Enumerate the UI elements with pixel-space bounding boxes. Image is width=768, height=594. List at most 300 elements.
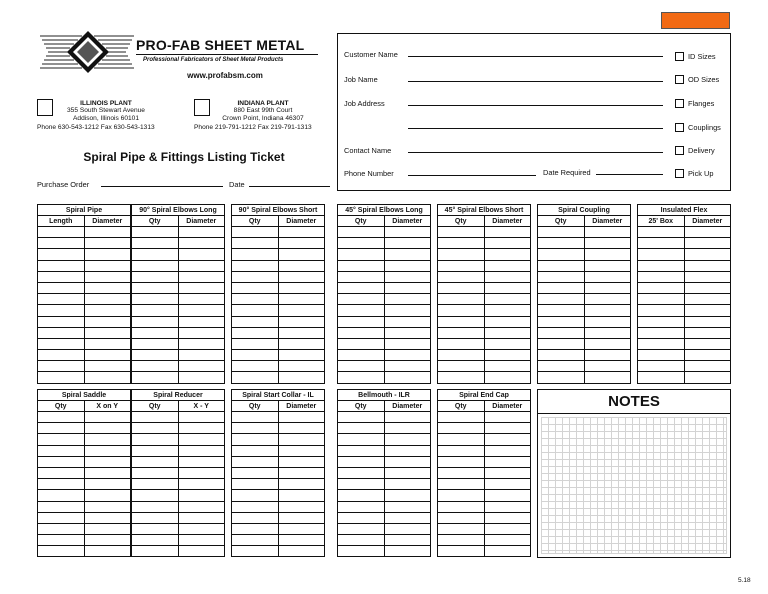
job-address-field-line2[interactable] — [408, 128, 663, 129]
table-cell[interactable] — [84, 294, 131, 305]
table-cell[interactable] — [484, 423, 531, 434]
table-cell[interactable] — [178, 412, 225, 423]
table-cell[interactable] — [684, 271, 731, 282]
table-cell[interactable] — [132, 546, 179, 557]
table-cell[interactable] — [638, 294, 685, 305]
table-cell[interactable] — [232, 260, 279, 271]
table-cell[interactable] — [84, 490, 131, 501]
table-cell[interactable] — [38, 260, 85, 271]
table-cell[interactable] — [684, 227, 731, 238]
table-cell[interactable] — [38, 305, 85, 316]
table-cell[interactable] — [232, 546, 279, 557]
table-cell[interactable] — [132, 501, 179, 512]
table-cell[interactable] — [438, 372, 485, 383]
table-cell[interactable] — [338, 249, 385, 260]
table-cell[interactable] — [684, 372, 731, 383]
table-cell[interactable] — [438, 338, 485, 349]
table-cell[interactable] — [438, 305, 485, 316]
table-cell[interactable] — [84, 327, 131, 338]
table-cell[interactable] — [484, 467, 531, 478]
table-cell[interactable] — [38, 238, 85, 249]
id-sizes-checkbox[interactable] — [675, 52, 684, 61]
table-cell[interactable] — [178, 445, 225, 456]
table-cell[interactable] — [84, 316, 131, 327]
table-cell[interactable] — [384, 434, 431, 445]
table-cell[interactable] — [278, 227, 325, 238]
table-cell[interactable] — [132, 423, 179, 434]
table-cell[interactable] — [338, 523, 385, 534]
table-cell[interactable] — [178, 249, 225, 260]
table-cell[interactable] — [278, 249, 325, 260]
table-cell[interactable] — [232, 501, 279, 512]
table-cell[interactable] — [232, 479, 279, 490]
illinois-plant-checkbox[interactable] — [37, 99, 53, 116]
table-cell[interactable] — [278, 479, 325, 490]
table-cell[interactable] — [84, 467, 131, 478]
table-cell[interactable] — [338, 260, 385, 271]
table-cell[interactable] — [278, 490, 325, 501]
table-cell[interactable] — [132, 249, 179, 260]
table-cell[interactable] — [384, 271, 431, 282]
table-cell[interactable] — [38, 372, 85, 383]
date-field[interactable] — [249, 186, 330, 187]
table-cell[interactable] — [538, 372, 585, 383]
table-cell[interactable] — [484, 512, 531, 523]
table-cell[interactable] — [132, 434, 179, 445]
table-cell[interactable] — [484, 271, 531, 282]
table-cell[interactable] — [638, 327, 685, 338]
table-cell[interactable] — [232, 271, 279, 282]
table-cell[interactable] — [438, 523, 485, 534]
table-cell[interactable] — [484, 260, 531, 271]
table-cell[interactable] — [584, 294, 631, 305]
table-cell[interactable] — [484, 227, 531, 238]
table-cell[interactable] — [538, 305, 585, 316]
table-cell[interactable] — [278, 372, 325, 383]
table-cell[interactable] — [178, 490, 225, 501]
table-cell[interactable] — [484, 434, 531, 445]
table-cell[interactable] — [38, 434, 85, 445]
table-cell[interactable] — [178, 535, 225, 546]
purchase-order-field[interactable] — [101, 186, 223, 187]
table-cell[interactable] — [84, 305, 131, 316]
table-cell[interactable] — [538, 249, 585, 260]
table-cell[interactable] — [638, 338, 685, 349]
table-cell[interactable] — [438, 361, 485, 372]
table-cell[interactable] — [438, 350, 485, 361]
table-cell[interactable] — [38, 546, 85, 557]
table-cell[interactable] — [38, 412, 85, 423]
table-cell[interactable] — [484, 338, 531, 349]
table-cell[interactable] — [338, 361, 385, 372]
table-cell[interactable] — [484, 294, 531, 305]
table-cell[interactable] — [484, 350, 531, 361]
table-cell[interactable] — [484, 282, 531, 293]
contact-name-field[interactable] — [408, 152, 663, 153]
table-cell[interactable] — [38, 294, 85, 305]
table-cell[interactable] — [132, 490, 179, 501]
table-cell[interactable] — [232, 238, 279, 249]
table-cell[interactable] — [638, 305, 685, 316]
table-cell[interactable] — [384, 305, 431, 316]
table-cell[interactable] — [178, 372, 225, 383]
table-cell[interactable] — [338, 338, 385, 349]
table-cell[interactable] — [384, 372, 431, 383]
table-cell[interactable] — [178, 501, 225, 512]
table-cell[interactable] — [338, 423, 385, 434]
table-cell[interactable] — [178, 456, 225, 467]
table-cell[interactable] — [84, 479, 131, 490]
table-cell[interactable] — [84, 350, 131, 361]
table-cell[interactable] — [278, 512, 325, 523]
table-cell[interactable] — [38, 535, 85, 546]
table-cell[interactable] — [232, 338, 279, 349]
table-cell[interactable] — [132, 305, 179, 316]
table-cell[interactable] — [384, 316, 431, 327]
table-cell[interactable] — [38, 445, 85, 456]
table-cell[interactable] — [38, 523, 85, 534]
table-cell[interactable] — [38, 512, 85, 523]
table-cell[interactable] — [338, 467, 385, 478]
table-cell[interactable] — [684, 305, 731, 316]
table-cell[interactable] — [538, 327, 585, 338]
table-cell[interactable] — [338, 372, 385, 383]
table-cell[interactable] — [38, 249, 85, 260]
table-cell[interactable] — [638, 238, 685, 249]
table-cell[interactable] — [132, 467, 179, 478]
table-cell[interactable] — [484, 535, 531, 546]
table-cell[interactable] — [684, 238, 731, 249]
table-cell[interactable] — [84, 456, 131, 467]
date-required-field[interactable] — [596, 174, 663, 175]
table-cell[interactable] — [132, 327, 179, 338]
table-cell[interactable] — [338, 327, 385, 338]
table-cell[interactable] — [438, 260, 485, 271]
table-cell[interactable] — [278, 316, 325, 327]
table-cell[interactable] — [178, 423, 225, 434]
table-cell[interactable] — [278, 305, 325, 316]
table-cell[interactable] — [132, 294, 179, 305]
table-cell[interactable] — [484, 238, 531, 249]
table-cell[interactable] — [84, 523, 131, 534]
table-cell[interactable] — [684, 260, 731, 271]
delivery-checkbox[interactable] — [675, 146, 684, 155]
table-cell[interactable] — [538, 238, 585, 249]
table-cell[interactable] — [84, 249, 131, 260]
table-cell[interactable] — [232, 523, 279, 534]
table-cell[interactable] — [384, 260, 431, 271]
table-cell[interactable] — [278, 327, 325, 338]
table-cell[interactable] — [584, 338, 631, 349]
table-cell[interactable] — [132, 361, 179, 372]
table-cell[interactable] — [584, 282, 631, 293]
table-cell[interactable] — [638, 372, 685, 383]
table-cell[interactable] — [84, 338, 131, 349]
table-cell[interactable] — [338, 316, 385, 327]
table-cell[interactable] — [338, 282, 385, 293]
table-cell[interactable] — [278, 350, 325, 361]
table-cell[interactable] — [384, 361, 431, 372]
table-cell[interactable] — [232, 294, 279, 305]
table-cell[interactable] — [84, 271, 131, 282]
table-cell[interactable] — [484, 479, 531, 490]
table-cell[interactable] — [132, 227, 179, 238]
table-cell[interactable] — [438, 316, 485, 327]
table-cell[interactable] — [484, 456, 531, 467]
table-cell[interactable] — [178, 282, 225, 293]
table-cell[interactable] — [232, 445, 279, 456]
table-cell[interactable] — [178, 361, 225, 372]
table-cell[interactable] — [384, 294, 431, 305]
table-cell[interactable] — [132, 456, 179, 467]
table-cell[interactable] — [38, 316, 85, 327]
table-cell[interactable] — [438, 467, 485, 478]
table-cell[interactable] — [338, 456, 385, 467]
table-cell[interactable] — [232, 361, 279, 372]
table-cell[interactable] — [384, 327, 431, 338]
table-cell[interactable] — [132, 523, 179, 534]
table-cell[interactable] — [684, 327, 731, 338]
table-cell[interactable] — [38, 361, 85, 372]
table-cell[interactable] — [278, 294, 325, 305]
table-cell[interactable] — [438, 490, 485, 501]
table-cell[interactable] — [338, 434, 385, 445]
table-cell[interactable] — [384, 338, 431, 349]
table-cell[interactable] — [338, 546, 385, 557]
table-cell[interactable] — [278, 434, 325, 445]
table-cell[interactable] — [384, 535, 431, 546]
table-cell[interactable] — [38, 282, 85, 293]
table-cell[interactable] — [484, 490, 531, 501]
table-cell[interactable] — [384, 423, 431, 434]
table-cell[interactable] — [438, 327, 485, 338]
table-cell[interactable] — [484, 412, 531, 423]
table-cell[interactable] — [584, 327, 631, 338]
table-cell[interactable] — [484, 316, 531, 327]
table-cell[interactable] — [132, 350, 179, 361]
table-cell[interactable] — [132, 445, 179, 456]
table-cell[interactable] — [538, 350, 585, 361]
table-cell[interactable] — [38, 467, 85, 478]
table-cell[interactable] — [684, 249, 731, 260]
table-cell[interactable] — [84, 512, 131, 523]
table-cell[interactable] — [384, 479, 431, 490]
table-cell[interactable] — [132, 372, 179, 383]
table-cell[interactable] — [84, 282, 131, 293]
table-cell[interactable] — [232, 327, 279, 338]
table-cell[interactable] — [584, 316, 631, 327]
table-cell[interactable] — [338, 350, 385, 361]
table-cell[interactable] — [132, 412, 179, 423]
table-cell[interactable] — [538, 282, 585, 293]
table-cell[interactable] — [178, 305, 225, 316]
table-cell[interactable] — [438, 456, 485, 467]
table-cell[interactable] — [638, 316, 685, 327]
table-cell[interactable] — [84, 238, 131, 249]
table-cell[interactable] — [178, 467, 225, 478]
table-cell[interactable] — [384, 227, 431, 238]
table-cell[interactable] — [232, 423, 279, 434]
table-cell[interactable] — [84, 434, 131, 445]
table-cell[interactable] — [438, 445, 485, 456]
couplings-checkbox[interactable] — [675, 123, 684, 132]
table-cell[interactable] — [178, 238, 225, 249]
table-cell[interactable] — [484, 501, 531, 512]
table-cell[interactable] — [132, 535, 179, 546]
table-cell[interactable] — [38, 479, 85, 490]
table-cell[interactable] — [132, 260, 179, 271]
table-cell[interactable] — [178, 434, 225, 445]
table-cell[interactable] — [384, 523, 431, 534]
table-cell[interactable] — [232, 350, 279, 361]
table-cell[interactable] — [232, 467, 279, 478]
table-cell[interactable] — [178, 338, 225, 349]
table-cell[interactable] — [538, 294, 585, 305]
table-cell[interactable] — [278, 271, 325, 282]
table-cell[interactable] — [232, 282, 279, 293]
table-cell[interactable] — [484, 361, 531, 372]
table-cell[interactable] — [338, 305, 385, 316]
table-cell[interactable] — [38, 338, 85, 349]
table-cell[interactable] — [178, 546, 225, 557]
pick-up-checkbox[interactable] — [675, 169, 684, 178]
table-cell[interactable] — [438, 512, 485, 523]
table-cell[interactable] — [384, 249, 431, 260]
table-cell[interactable] — [278, 260, 325, 271]
table-cell[interactable] — [384, 456, 431, 467]
table-cell[interactable] — [278, 361, 325, 372]
table-cell[interactable] — [384, 546, 431, 557]
table-cell[interactable] — [232, 456, 279, 467]
table-cell[interactable] — [684, 316, 731, 327]
job-name-field[interactable] — [408, 81, 663, 82]
table-cell[interactable] — [178, 271, 225, 282]
table-cell[interactable] — [638, 249, 685, 260]
table-cell[interactable] — [484, 327, 531, 338]
table-cell[interactable] — [84, 372, 131, 383]
od-sizes-checkbox[interactable] — [675, 75, 684, 84]
table-cell[interactable] — [84, 260, 131, 271]
table-cell[interactable] — [84, 535, 131, 546]
table-cell[interactable] — [232, 316, 279, 327]
phone-number-field[interactable] — [408, 175, 536, 176]
table-cell[interactable] — [638, 361, 685, 372]
table-cell[interactable] — [278, 456, 325, 467]
table-cell[interactable] — [684, 338, 731, 349]
table-cell[interactable] — [84, 361, 131, 372]
table-cell[interactable] — [232, 412, 279, 423]
table-cell[interactable] — [384, 412, 431, 423]
table-cell[interactable] — [438, 479, 485, 490]
table-cell[interactable] — [132, 271, 179, 282]
table-cell[interactable] — [484, 305, 531, 316]
table-cell[interactable] — [438, 294, 485, 305]
table-cell[interactable] — [384, 512, 431, 523]
table-cell[interactable] — [178, 316, 225, 327]
table-cell[interactable] — [338, 490, 385, 501]
table-cell[interactable] — [232, 434, 279, 445]
table-cell[interactable] — [232, 227, 279, 238]
table-cell[interactable] — [638, 227, 685, 238]
table-cell[interactable] — [638, 271, 685, 282]
table-cell[interactable] — [278, 423, 325, 434]
table-cell[interactable] — [338, 227, 385, 238]
table-cell[interactable] — [132, 238, 179, 249]
table-cell[interactable] — [132, 479, 179, 490]
table-cell[interactable] — [338, 445, 385, 456]
table-cell[interactable] — [84, 445, 131, 456]
table-cell[interactable] — [384, 467, 431, 478]
table-cell[interactable] — [232, 372, 279, 383]
table-cell[interactable] — [384, 445, 431, 456]
flanges-checkbox[interactable] — [675, 99, 684, 108]
table-cell[interactable] — [384, 501, 431, 512]
table-cell[interactable] — [338, 501, 385, 512]
table-cell[interactable] — [38, 327, 85, 338]
table-cell[interactable] — [538, 338, 585, 349]
table-cell[interactable] — [338, 412, 385, 423]
table-cell[interactable] — [84, 423, 131, 434]
table-cell[interactable] — [38, 227, 85, 238]
table-cell[interactable] — [278, 445, 325, 456]
table-cell[interactable] — [278, 338, 325, 349]
table-cell[interactable] — [538, 227, 585, 238]
table-cell[interactable] — [178, 294, 225, 305]
table-cell[interactable] — [684, 282, 731, 293]
table-cell[interactable] — [438, 282, 485, 293]
table-cell[interactable] — [178, 327, 225, 338]
table-cell[interactable] — [584, 260, 631, 271]
table-cell[interactable] — [584, 372, 631, 383]
table-cell[interactable] — [484, 523, 531, 534]
table-cell[interactable] — [338, 479, 385, 490]
table-cell[interactable] — [438, 249, 485, 260]
table-cell[interactable] — [584, 271, 631, 282]
table-cell[interactable] — [84, 227, 131, 238]
table-cell[interactable] — [232, 490, 279, 501]
table-cell[interactable] — [232, 535, 279, 546]
table-cell[interactable] — [584, 227, 631, 238]
table-cell[interactable] — [584, 305, 631, 316]
table-cell[interactable] — [438, 227, 485, 238]
table-cell[interactable] — [178, 523, 225, 534]
job-address-field[interactable] — [408, 105, 663, 106]
table-cell[interactable] — [584, 350, 631, 361]
table-cell[interactable] — [38, 271, 85, 282]
table-cell[interactable] — [178, 350, 225, 361]
table-cell[interactable] — [384, 238, 431, 249]
table-cell[interactable] — [132, 512, 179, 523]
table-cell[interactable] — [132, 316, 179, 327]
table-cell[interactable] — [38, 350, 85, 361]
table-cell[interactable] — [178, 512, 225, 523]
table-cell[interactable] — [132, 282, 179, 293]
table-cell[interactable] — [438, 546, 485, 557]
table-cell[interactable] — [278, 238, 325, 249]
table-cell[interactable] — [84, 501, 131, 512]
table-cell[interactable] — [384, 490, 431, 501]
table-cell[interactable] — [538, 271, 585, 282]
table-cell[interactable] — [484, 546, 531, 557]
table-cell[interactable] — [484, 249, 531, 260]
table-cell[interactable] — [38, 456, 85, 467]
table-cell[interactable] — [684, 294, 731, 305]
table-cell[interactable] — [38, 490, 85, 501]
table-cell[interactable] — [638, 260, 685, 271]
table-cell[interactable] — [438, 271, 485, 282]
table-cell[interactable] — [278, 535, 325, 546]
table-cell[interactable] — [538, 361, 585, 372]
